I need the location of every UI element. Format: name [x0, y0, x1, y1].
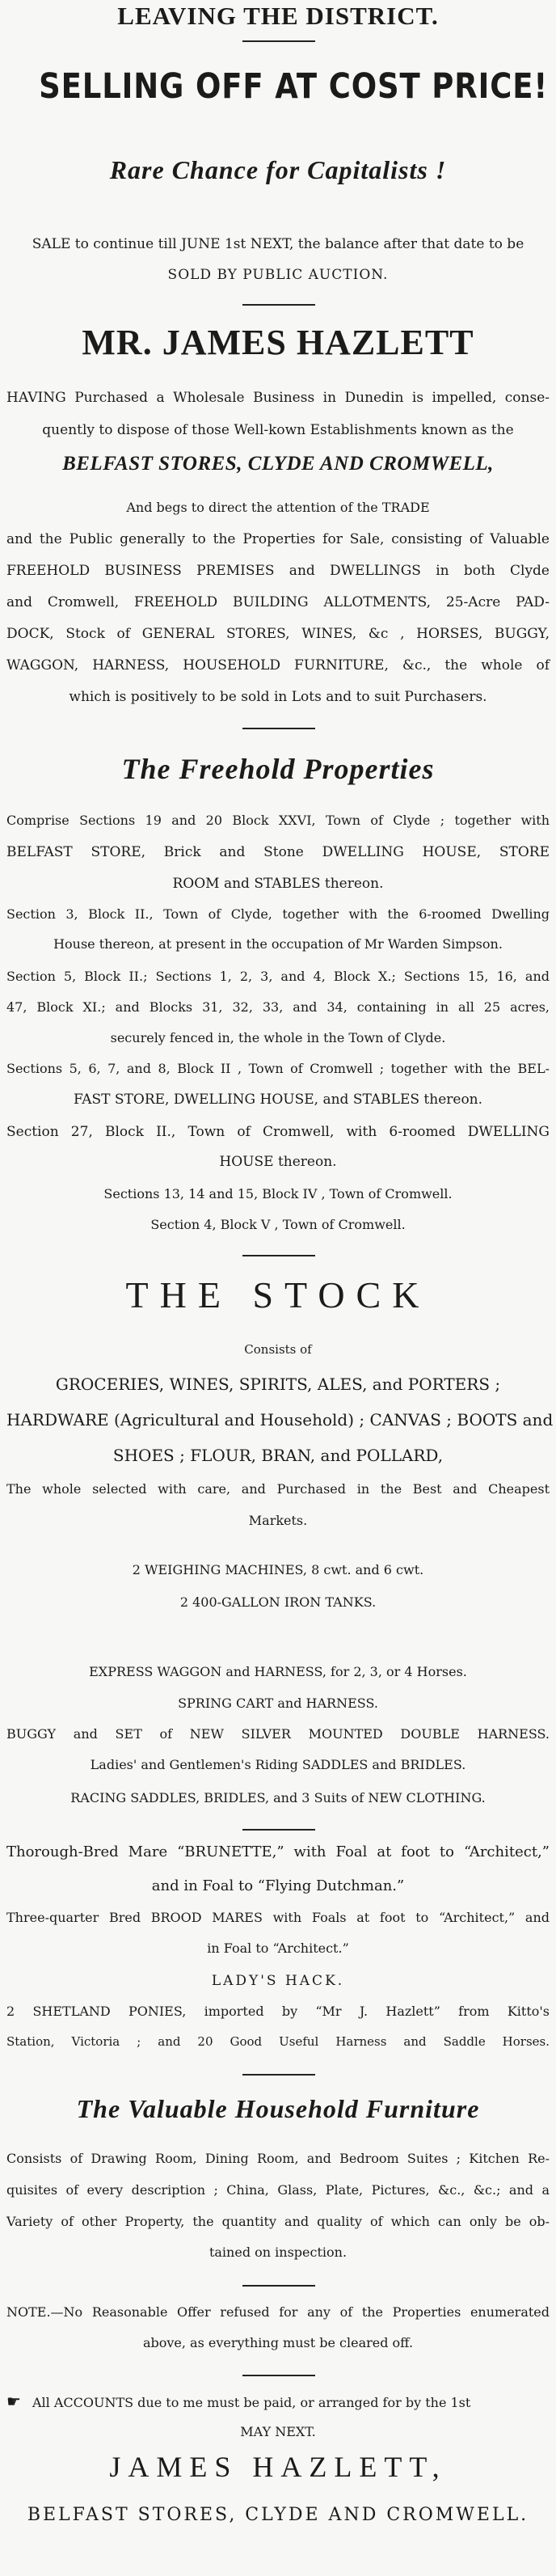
intro-line-7: DOCK, Stock of GENERAL STORES, WINES, &c , HORSES, BUGGY,: [6, 626, 550, 642]
freehold-line-2: BELFAST STORE, Brick and Stone DWELLING HOUSE, STORE: [6, 844, 550, 860]
divider: [242, 2074, 315, 2076]
horses-line-5: LADY'S HACK.: [211, 1973, 345, 1989]
divider: [242, 2285, 315, 2287]
intro-line-3: And begs to direct the attention of the TRADE: [126, 500, 430, 515]
freehold-line-3: ROOM and STABLES thereon.: [172, 876, 384, 892]
stores-heading: BELFAST STORES, CLYDE AND CROMWELL,: [62, 453, 494, 475]
intro-line-8: WAGGON, HARNESS, HOUSEHOLD FURNITURE, &c., the whole of: [6, 657, 550, 674]
heading-leaving: LEAVING THE DISTRICT.: [117, 2, 439, 30]
heading-rare-chance: Rare Chance for Capitalists !: [109, 155, 447, 184]
accounts-text: All ACCOUNTS due to me must be paid, or arranged for by the 1st: [32, 2395, 471, 2410]
freehold-line-10: FAST STORE, DWELLING HOUSE, and STABLES thereon.: [73, 1092, 483, 1108]
freehold-heading: The Freehold Properties: [121, 753, 435, 785]
freehold-line-14: Section 4, Block V , Town of Cromwell.: [150, 1217, 406, 1232]
furniture-line-3: Variety of other Property, the quantity and quality of which can only be ob-: [6, 2214, 550, 2229]
stock-line-11: Ladies' and Gentlemen's Riding SADDLES and BRIDLES.: [90, 1757, 466, 1772]
intro-line-5: FREEHOLD BUSINESS PREMISES and DWELLINGS in both Clyde: [6, 563, 550, 579]
stock-heading: THE STOCK: [125, 1274, 431, 1315]
accounts-line-2: MAY NEXT.: [240, 2424, 316, 2439]
intro-line-1: HAVING Purchased a Wholesale Business in Dunedin is impelled, conse-: [6, 390, 550, 406]
horses-line-4: in Foal to “Architect.”: [207, 1940, 349, 1956]
stock-line-1: GROCERIES, WINES, SPIRITS, ALES, and PORTERS ;: [55, 1375, 501, 1394]
divider: [242, 1255, 315, 1256]
furniture-line-2: quisites of every description ; China, Glass, Plate, Pictures, &c., &c.; and a: [6, 2182, 550, 2198]
divider: [242, 40, 315, 42]
stock-line-10: BUGGY and SET of NEW SILVER MOUNTED DOUBLE HARNESS.: [6, 1726, 550, 1742]
intro-line-6: and Cromwell, FREEHOLD BUILDING ALLOTMENTS, 25-Acre PAD-: [6, 594, 550, 610]
accounts-line-1: [0, 2392, 556, 2411]
divider: [242, 1829, 315, 1831]
merchant-name: MR. JAMES HAZLETT: [82, 323, 474, 362]
stock-line-9: SPRING CART and HARNESS.: [178, 1696, 378, 1711]
freehold-line-9: Sections 5, 6, 7, and 8, Block II , Town of Cromwell ; together with the BEL-: [6, 1061, 550, 1076]
freehold-line-12: HOUSE thereon.: [219, 1154, 337, 1170]
stock-line-8: EXPRESS WAGGON and HARNESS, for 2, 3, or 4 Horses.: [89, 1664, 467, 1679]
horses-line-2: and in Foal to “Flying Dutchman.”: [151, 1877, 405, 1894]
furniture-line-4: tained on inspection.: [208, 2244, 348, 2260]
stock-line-5: Markets.: [248, 1513, 308, 1528]
horses-line-3: Three-quarter Bred BROOD MARES with Foals at foot to “Architect,” and: [6, 1910, 550, 1925]
address: BELFAST STORES, CLYDE AND CROMWELL.: [27, 2505, 529, 2525]
sale-line-1: SALE to continue till JUNE 1st NEXT, the balance after that date to be: [32, 236, 524, 252]
intro-line-4: and the Public generally to the Properties for Sale, consisting of Valuable: [6, 531, 550, 547]
stock-line-12: RACING SADDLES, BRIDLES, and 3 Suits of NEW CLOTHING.: [70, 1790, 486, 1805]
intro-line-2: quently to dispose of those Well-kown Establishments known as the: [42, 422, 514, 438]
sale-line-2: SOLD BY PUBLIC AUCTION.: [167, 267, 389, 283]
freehold-line-5: House thereon, at present in the occupation of Mr Warden Simpson.: [53, 936, 503, 952]
stock-line-3: SHOES ; FLOUR, BRAN, and POLLARD,: [112, 1446, 444, 1465]
stock-line-4: The whole selected with care, and Purchased in the Best and Cheapest: [6, 1481, 550, 1497]
stock-line-7: 2 400-GALLON IRON TANKS.: [179, 1594, 377, 1610]
horses-line-1: Thorough-Bred Mare “BRUNETTE,” with Foal at foot to “Architect,”: [6, 1843, 550, 1860]
signature: JAMES HAZLETT,: [109, 2451, 447, 2483]
freehold-line-7: 47, Block XI.; and Blocks 31, 32, 33, and 34, containing in all 25 acres,: [6, 999, 550, 1015]
freehold-line-11: Section 27, Block II., Town of Cromwell, with 6-roomed DWELLING: [6, 1124, 550, 1140]
furniture-line-1: Consists of Drawing Room, Dining Room, and Bedroom Suites ; Kitchen Re-: [6, 2151, 550, 2166]
freehold-line-13: Sections 13, 14 and 15, Block IV , Town of Cromwell.: [103, 1186, 453, 1201]
stock-line-6: 2 WEIGHING MACHINES, 8 cwt. and 6 cwt.: [132, 1562, 424, 1577]
note-line-2: above, as everything must be cleared off.: [142, 2335, 414, 2350]
freehold-line-8: securely fenced in, the whole in the Town of Clyde.: [110, 1030, 446, 1045]
intro-line-9: which is positively to be sold in Lots and to suit Purchasers.: [69, 689, 487, 705]
divider: [242, 2375, 315, 2376]
furniture-heading: The Valuable Household Furniture: [76, 2094, 480, 2123]
note-line-1: NOTE.—No Reasonable Offer refused for any of the Properties enumerated: [6, 2304, 550, 2320]
divider: [242, 728, 315, 729]
stock-line-2: HARDWARE (Agricultural and Household) ; CANVAS ; BOOTS and: [6, 1410, 554, 1429]
freehold-line-4: Section 3, Block II., Town of Clyde, together with the 6-roomed Dwelling: [6, 906, 550, 922]
pointing-hand-icon: ☛: [6, 2392, 21, 2411]
stock-consists: Consists of: [244, 1342, 312, 1357]
heading-selling: SELLING OFF AT COST PRICE!: [39, 66, 549, 107]
freehold-line-6: Section 5, Block II.; Sections 1, 2, 3, and 4, Block X.; Sections 15, 16, and: [6, 969, 550, 984]
horses-line-7: Station, Victoria ; and 20 Good Useful Harness and Saddle Horses.: [6, 2034, 550, 2049]
freehold-line-1: Comprise Sections 19 and 20 Block XXVI, Town of Clyde ; together with: [6, 813, 550, 828]
horses-line-6: 2 SHETLAND PONIES, imported by “Mr J. Hazlett” from Kitto's: [6, 2004, 550, 2019]
divider: [242, 304, 315, 306]
